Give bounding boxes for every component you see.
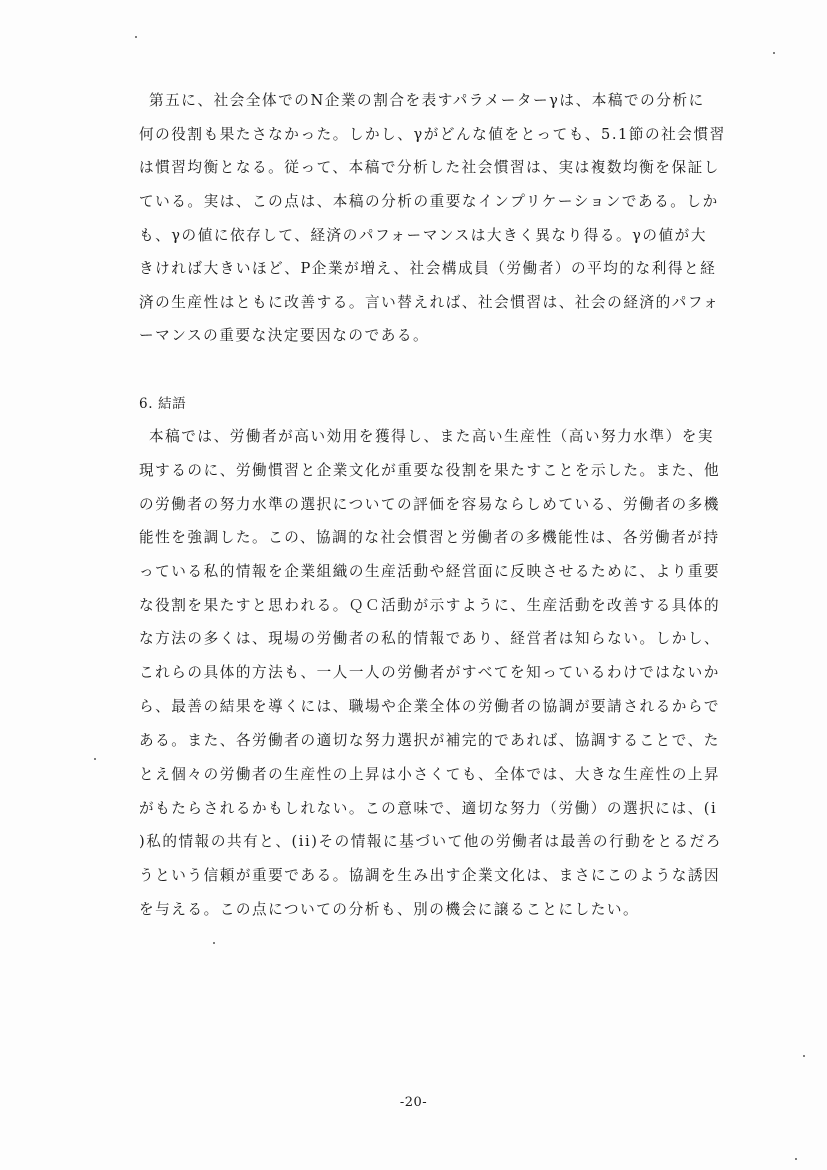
paragraph-line: 現するのに、労働慣習と企業文化が重要な役割を果たすことを示した。また、他 (139, 462, 721, 479)
paragraph-line: 済の生産性はともに改善する。言い替えれば、社会慣習は、社会の経済的パフォ (139, 294, 720, 311)
paragraph-line: 本稿では、労働者が高い効用を獲得し、また高い生産性（高い努力水準）を実 (149, 428, 715, 445)
paragraph-line: きければ大きいほど、P企業が増え、社会構成員（労働者）の平均的な利得と経 (139, 260, 717, 277)
scan-speck (803, 1055, 805, 1057)
paragraph-line: これらの具体的方法も、一人一人の労働者がすべてを知っているわけではないか (139, 664, 720, 681)
paragraph-line: 何の役割も果たさなかった。しかし、γがどんな値をとっても、5.1節の社会慣習 (139, 126, 726, 143)
paragraph-line: ている。実は、この点は、本稿の分析の重要なインプリケーションである。しか (139, 193, 719, 210)
scan-speck (213, 942, 215, 944)
paragraph-line: ーマンスの重要な決定要因なのである。 (139, 327, 430, 344)
paragraph-line: 能性を強調した。この、協調的な社会慣習と労働者の多機能性は、各労働者が持 (139, 529, 720, 546)
paragraph-line: ある。また、各労働者の適切な努力選択が補完的であれば、協調することで、た (139, 732, 720, 749)
page-number: -20- (399, 1095, 428, 1110)
paragraph-line: っている私的情報を企業組織の生産活動や経営面に反映させるために、より重要 (139, 563, 721, 580)
paragraph-line: は慣習均衡となる。従って、本稿で分析した社会慣習は、実は複数均衡を保証し (139, 159, 720, 176)
paragraph-line: な方法の多くは、現場の労働者の私的情報であり、経営者は知らない。しかし、 (139, 630, 721, 647)
scan-speck (94, 758, 96, 760)
paragraph-line: を与える。この点についての分析も、別の機会に譲ることにしたい。 (139, 901, 640, 918)
scan-speck (795, 1158, 797, 1160)
paragraph-line: も、γの値に依存して、経済のパフォーマンスは大きく異なり得る。γの値が大 (139, 227, 707, 244)
paragraph-line: )私的情報の共有と、(ii)その情報に基づいて他の労働者は最善の行動をとるだろ (139, 833, 723, 850)
paragraph-line: 第五に、社会全体でのN企業の割合を表すパラメーターγは、本稿での分析に (149, 92, 705, 109)
scan-speck (773, 52, 775, 54)
paragraph-line: とえ個々の労働者の生産性の上昇は小さくても、全体では、大きな生産性の上昇 (139, 766, 721, 783)
paragraph-line: がもたらされるかもしれない。この意味で、適切な努力（労働）の選択には、(i (139, 800, 718, 817)
paragraph-line: うという信頼が重要である。協調を生み出す企業文化は、まさにこのような誘因 (139, 867, 721, 884)
scan-speck (135, 36, 137, 38)
paragraph-line: な役割を果たすと思われる。ＱＣ活動が示すように、生産活動を改善する具体的 (139, 597, 721, 614)
paragraph-line: の労働者の努力水準の選択についての評価を容易ならしめている、労働者の多機 (139, 496, 720, 513)
paragraph-line: ら、最善の結果を導くには、職場や企業全体の労働者の協調が要請されるからで (139, 698, 721, 715)
section-heading: 6. 結語 (139, 396, 187, 412)
